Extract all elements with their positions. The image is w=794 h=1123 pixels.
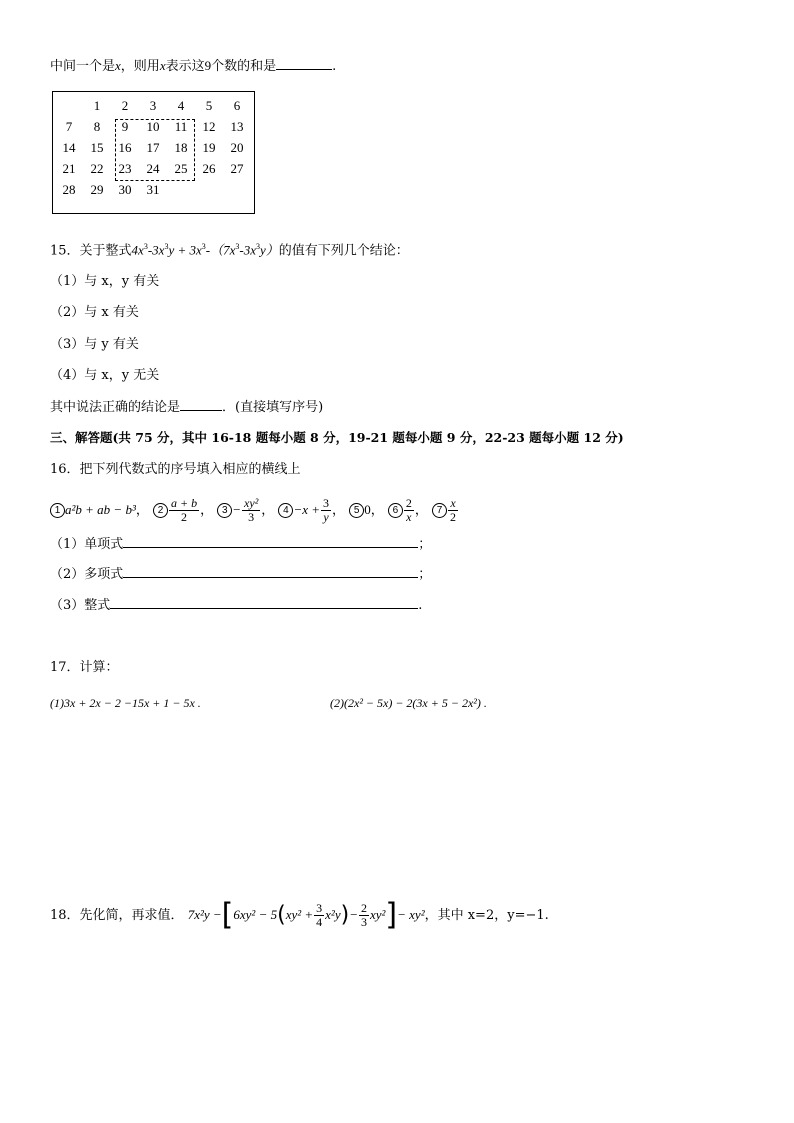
q18-expr-d: x²y — [325, 907, 341, 922]
q15-exp-b: 3 — [164, 242, 169, 251]
intro-answer-blank[interactable] — [276, 57, 332, 70]
q15-option-2: （2）与 x 有关 — [50, 305, 139, 320]
q15-exp-e: 3 — [255, 242, 260, 251]
q16-l2-end: ； — [418, 567, 432, 582]
q18-label: 18．先化简，再求值． — [50, 908, 184, 923]
q16-minus-3: − — [232, 502, 242, 517]
q15-option-1: （1）与 x，y 有关 — [50, 274, 160, 289]
q16-l2-label: （2）多项式 — [50, 567, 124, 582]
q15-tail: 的值有下列几个结论： — [278, 243, 409, 259]
q16-line-3 — [50, 596, 422, 615]
circle-5-icon: 5 — [349, 503, 364, 518]
calendar-cell: 20 — [230, 140, 244, 155]
q16-expr-5: 0 — [364, 502, 371, 517]
right-bracket-icon: ] — [385, 897, 398, 933]
q18-expr-g: − xy² — [397, 907, 425, 922]
circle-1-icon: 1 — [50, 503, 65, 518]
calendar-cell: 11 — [174, 119, 188, 134]
q16-l1-label: （1）单项式 — [50, 537, 124, 552]
q16-l3-label: （3）整式 — [50, 598, 111, 613]
calendar-cell: 8 — [93, 119, 101, 134]
q16-expr-4: −x + — [293, 502, 321, 517]
q15-option-4: （4）与 x，y 无关 — [50, 368, 160, 383]
calendar-cell: 27 — [230, 161, 244, 176]
calendar-cell: 17 — [146, 140, 160, 155]
circle-3-icon: 3 — [217, 503, 232, 518]
calendar-cell: 13 — [230, 119, 244, 134]
calendar-cell: 30 — [118, 182, 132, 197]
q15-conclusion-b: ．(直接填写序号) — [222, 400, 324, 415]
left-paren-icon: ( — [277, 902, 286, 928]
calendar-cell: 3 — [149, 98, 157, 113]
q16-sep-4: ， — [332, 503, 346, 518]
intro-end: . — [332, 59, 337, 74]
calendar-cell: 15 — [90, 140, 104, 155]
q17-part-1: (1)3x + 2x − 2 −15x + 1 − 5x . — [50, 696, 201, 710]
q18-tail: ，其中 x=2，y=−1. — [424, 908, 549, 923]
q17-label: 17．计算： — [50, 660, 119, 675]
q16-frac-4-den: y — [323, 510, 329, 524]
intro-text-c: 表示这 — [165, 59, 205, 74]
q15-exp-d: 3 — [235, 242, 240, 251]
right-paren-icon: ) — [340, 902, 350, 928]
calendar-cell: 31 — [146, 182, 160, 197]
q16-expressions — [50, 497, 459, 524]
q15-exp-c: 3 — [201, 242, 206, 251]
calendar-cell: 14 — [62, 140, 76, 155]
calendar-cell: 4 — [177, 98, 185, 113]
calendar-cell: 22 — [90, 161, 104, 176]
calendar-cell: 5 — [205, 98, 213, 113]
q15-expr-d: -（7x — [205, 242, 236, 258]
q15-exp-a: 3 — [143, 242, 148, 251]
calendar-box — [52, 91, 255, 214]
q18-expr-b: 6xy² − 5 — [233, 907, 278, 922]
q15-option-3: （3）与 y 有关 — [50, 337, 139, 352]
q18-frac-a — [314, 902, 324, 929]
q16-frac-2-den: 2 — [181, 510, 188, 524]
calendar-cell: 25 — [174, 161, 188, 176]
q18-frac-a-den: 4 — [316, 915, 323, 929]
calendar-cell: 24 — [146, 161, 160, 176]
q16-frac-6 — [404, 497, 414, 524]
q15-stem — [50, 238, 409, 260]
q16-l1-end: ； — [418, 537, 432, 552]
q16-l3-end: . — [418, 598, 423, 613]
q15-conclusion-a: 其中说法正确的结论是 — [50, 400, 181, 415]
q16-frac-3-num: xy² — [244, 496, 259, 510]
circle-4-icon: 4 — [278, 503, 293, 518]
q16-frac-3-den: 3 — [248, 510, 255, 524]
calendar-cell: 9 — [121, 119, 129, 134]
calendar-cell: 10 — [146, 119, 160, 134]
q15-conclusion — [50, 398, 323, 417]
q16-integral-blank[interactable] — [110, 596, 418, 609]
intro-text-a: 中间一个是 — [50, 59, 116, 74]
q18-expr-c: xy² + — [285, 907, 314, 922]
q16-expr-1: a²b + ab − b³ — [65, 502, 136, 517]
left-bracket-icon: [ — [221, 897, 234, 933]
q16-sep-1: ， — [135, 503, 149, 518]
q16-line-2 — [50, 565, 431, 584]
q18-expr-e: − — [349, 907, 358, 922]
section3-title: 三、解答题(共 75 分，其中 16-18 题每小题 8 分，19-21 题每小题 9 分，22-23 题每小题 12 分) — [50, 430, 624, 445]
q18-frac-b-den: 3 — [360, 915, 367, 929]
q16-polynomial-blank[interactable] — [123, 565, 418, 578]
calendar-cell: 2 — [121, 98, 129, 113]
q15-expr-b: -3x — [147, 242, 165, 258]
q16-frac-2-num: a + b — [171, 496, 198, 510]
q18-expr-a: 7x²y − — [187, 907, 222, 922]
q16-label: 16．把下列代数式的序号填入相应的横线上 — [50, 462, 301, 477]
q16-line-1 — [50, 535, 431, 554]
calendar-cell: 7 — [65, 119, 73, 134]
q18-expr-f: xy² — [369, 907, 386, 922]
q16-frac-2 — [169, 497, 199, 524]
calendar-cell: 6 — [233, 98, 241, 113]
calendar-cell: 23 — [118, 161, 132, 176]
q16-frac-6-den: x — [406, 510, 412, 524]
q16-frac-7-num: x — [450, 496, 456, 510]
calendar-cell: 28 — [62, 182, 76, 197]
calendar-cell: 29 — [90, 182, 104, 197]
q16-monomial-blank[interactable] — [123, 535, 418, 548]
calendar-cell: 26 — [202, 161, 216, 176]
q18-frac-b-num: 2 — [360, 901, 367, 915]
q16-frac-4-num: 3 — [323, 496, 330, 510]
circle-7-icon: 7 — [432, 503, 447, 518]
q16-frac-3 — [242, 497, 260, 524]
q16-frac-4 — [321, 497, 331, 524]
intro-var-x: x — [115, 58, 121, 73]
q18-line — [50, 897, 549, 933]
intro-line — [50, 57, 336, 76]
q15-expr-c: y + 3x — [168, 242, 202, 258]
q15-expr-f: y） — [259, 242, 279, 258]
intro-text-b: ，则用 — [120, 59, 160, 74]
q18-frac-b — [359, 902, 369, 929]
q15-answer-blank[interactable] — [180, 398, 222, 411]
q16-sep-5: ， — [370, 503, 384, 518]
q16-frac-7 — [448, 497, 458, 524]
calendar-cell: 21 — [62, 161, 76, 176]
intro-var-x2: x — [159, 58, 166, 73]
q15-expr-e: -3x — [239, 242, 256, 258]
intro-text-d: 个数的和是 — [211, 59, 277, 74]
intro-num-9: 9 — [204, 58, 212, 73]
calendar-cell: 1 — [93, 98, 101, 113]
calendar-cell: 19 — [202, 140, 216, 155]
q17-part-2: (2)(2x² − 5x) − 2(3x + 5 − 2x²) . — [330, 696, 487, 710]
q18-frac-a-num: 3 — [316, 901, 323, 915]
q15-expr-a: 4x — [131, 242, 144, 258]
q16-sep-6: ， — [414, 503, 428, 518]
q16-sep-3: ， — [261, 503, 275, 518]
circle-6-icon: 6 — [388, 503, 403, 518]
q15-label: 15．关于整式 — [50, 243, 132, 259]
q16-frac-6-num: 2 — [405, 496, 412, 510]
circle-2-icon: 2 — [153, 503, 168, 518]
q16-sep-2: ， — [200, 503, 214, 518]
calendar-cell: 18 — [174, 140, 188, 155]
q16-frac-7-den: 2 — [450, 510, 456, 524]
calendar-cell: 16 — [118, 140, 132, 155]
calendar-cell: 12 — [202, 119, 216, 134]
